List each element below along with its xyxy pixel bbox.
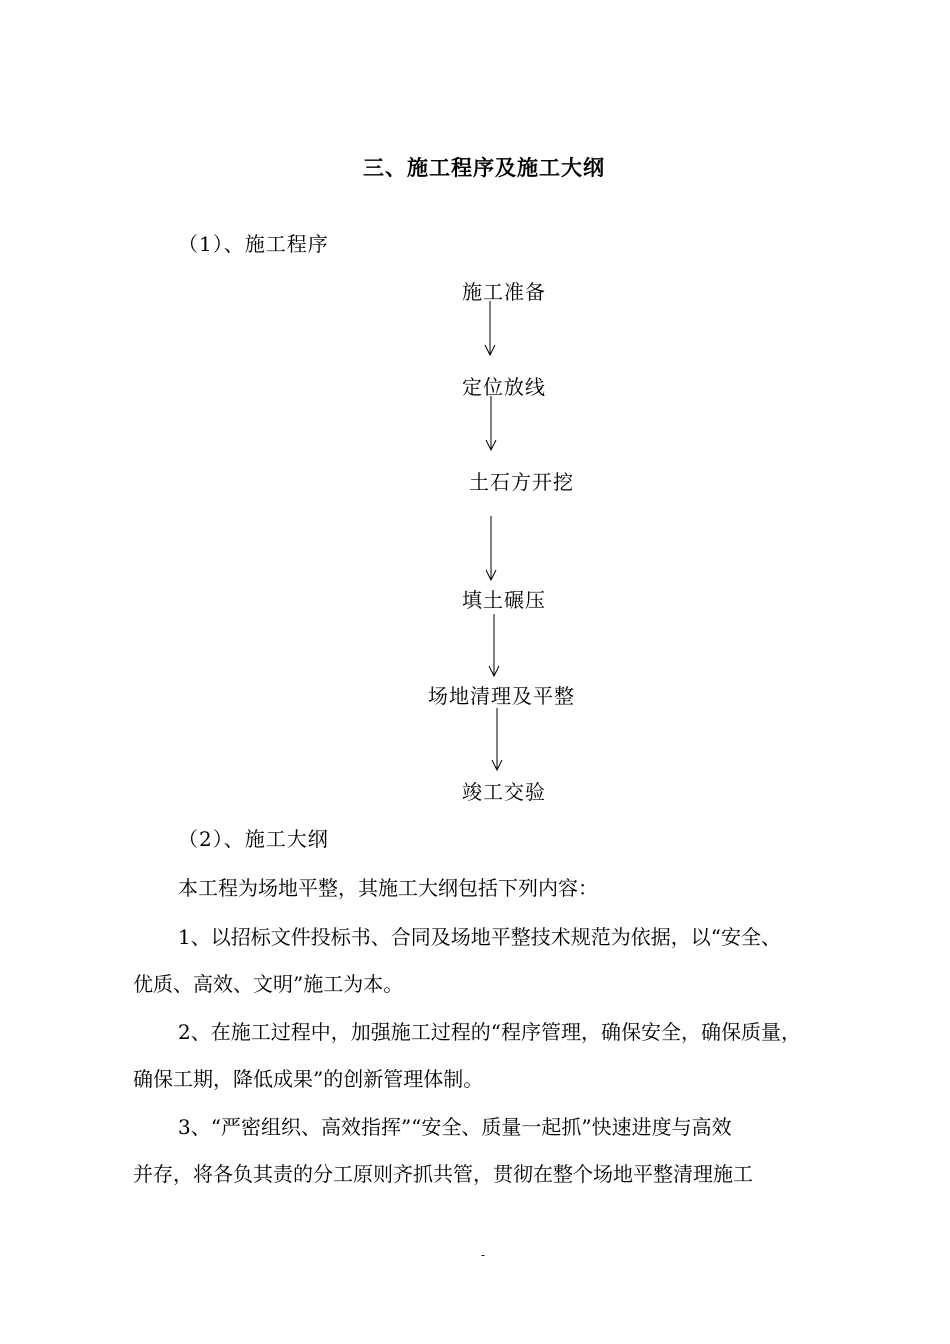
flow-step-positioning: 定位放线 bbox=[462, 375, 546, 399]
flow-step-excavation: 土石方开挖 bbox=[469, 470, 574, 494]
item-2-line-1: 2、在施工过程中，加强施工过程的“程序管理，确保安全，确保质量， bbox=[178, 1020, 801, 1044]
item-2-line-2: 确保工期，降低成果”的创新管理体制。 bbox=[133, 1067, 484, 1091]
flow-step-preparation: 施工准备 bbox=[462, 280, 546, 304]
section1-heading: （1）、施工程序 bbox=[178, 232, 329, 256]
item-3-line-2: 并存，将各负其责的分工原则齐抓共管，贯彻在整个场地平整清理施工 bbox=[133, 1162, 753, 1186]
item-1-line-1: 1、以招标文件投标书、合同及场地平整技术规范为依据，以“安全、 bbox=[178, 925, 781, 949]
flow-arrow-4 bbox=[488, 614, 500, 678]
item-1-line-2: 优质、高效、文明”施工为本。 bbox=[133, 972, 404, 996]
flow-arrow-1 bbox=[484, 301, 496, 357]
page-footer: - bbox=[481, 1248, 486, 1262]
flow-step-handover: 竣工交验 bbox=[462, 780, 546, 804]
item-3-line-1: 3、“严密组织、高效指挥”“安全、质量一起抓”快速进度与高效 bbox=[178, 1115, 732, 1139]
flow-arrow-3 bbox=[485, 516, 497, 582]
flow-step-site-leveling: 场地清理及平整 bbox=[428, 684, 575, 708]
section2-heading: （2）、施工大纲 bbox=[178, 827, 329, 851]
flow-arrow-5 bbox=[491, 708, 503, 772]
flow-arrow-2 bbox=[485, 396, 497, 452]
intro-paragraph: 本工程为场地平整，其施工大纲包括下列内容： bbox=[178, 876, 598, 900]
document-title: 三、施工程序及施工大纲 bbox=[363, 155, 605, 180]
flow-step-compaction: 填土碾压 bbox=[462, 588, 546, 612]
